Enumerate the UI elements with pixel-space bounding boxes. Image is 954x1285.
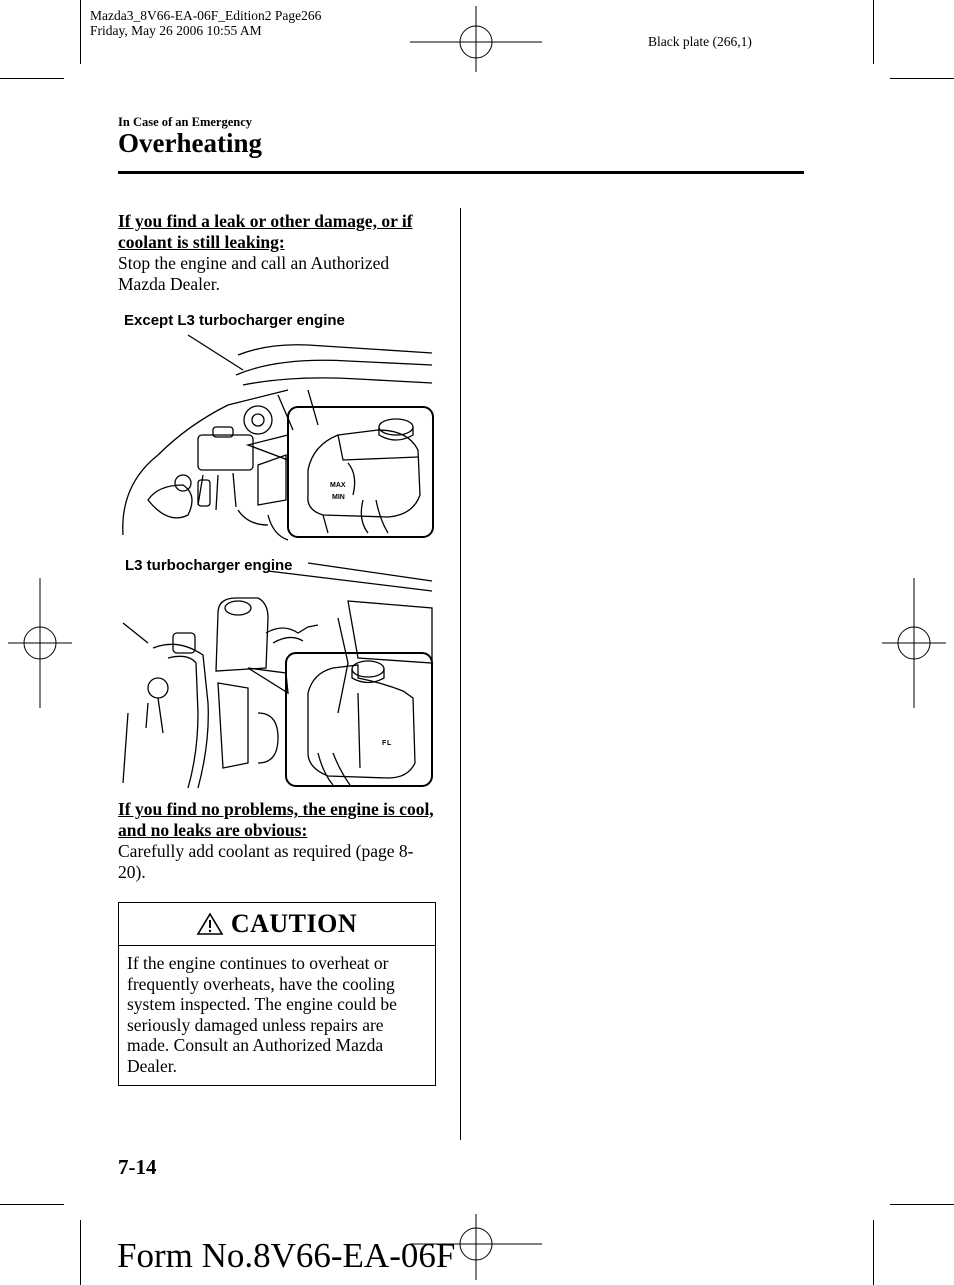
- caution-text: If the engine continues to overheat or frequently overheats, have the cooling system inspected. The engine could be seriously damaged unless repairs are made. Consult an Authorized Mazda Dealer.: [127, 953, 397, 1076]
- print-date-line: Friday, May 26 2006 10:55 AM: [90, 23, 262, 38]
- caution-title: CAUTION: [230, 909, 358, 938]
- page-title: Overheating: [118, 128, 262, 158]
- caution-box: [118, 902, 436, 1086]
- registration-mark-left: [8, 578, 72, 708]
- figure2-label: L3 turbocharger engine: [125, 557, 293, 574]
- figure2-l-mark: L: [387, 740, 392, 747]
- figure1-label: Except L3 turbocharger engine: [124, 312, 345, 329]
- column-divider: [460, 208, 461, 1140]
- page-number: 7-14: [118, 1155, 157, 1179]
- leak-heading: If you find a leak or other damage, or if coolant is still leaking:: [118, 211, 413, 252]
- caution-header: [119, 903, 435, 946]
- section-kicker: In Case of an Emergency: [118, 115, 253, 129]
- plate-label: Black plate (266,1): [648, 34, 752, 49]
- figure1-engine-illustration: [118, 335, 436, 540]
- print-job-line: Mazda3_8V66-EA-06F_Edition2 Page266: [90, 8, 322, 23]
- warning-triangle-icon: [197, 912, 223, 936]
- figure1-max-mark: MAX: [330, 482, 346, 489]
- registration-mark-top: [410, 6, 542, 72]
- figure2-f-mark: F: [382, 740, 387, 747]
- leak-text: Stop the engine and call an Authorized Mazda Dealer.: [118, 253, 390, 294]
- noproblem-heading: If you find no problems, the engine is cool, and no leaks are obvious:: [118, 799, 434, 840]
- form-number: Form No.8V66-EA-06F: [117, 1236, 456, 1275]
- noproblem-text: Carefully add coolant as required (page 8-20).: [118, 841, 414, 882]
- title-rule: [118, 171, 804, 174]
- registration-mark-right: [882, 578, 946, 708]
- figure2-engine-illustration: [118, 563, 436, 788]
- figure1-min-mark: MIN: [332, 494, 345, 501]
